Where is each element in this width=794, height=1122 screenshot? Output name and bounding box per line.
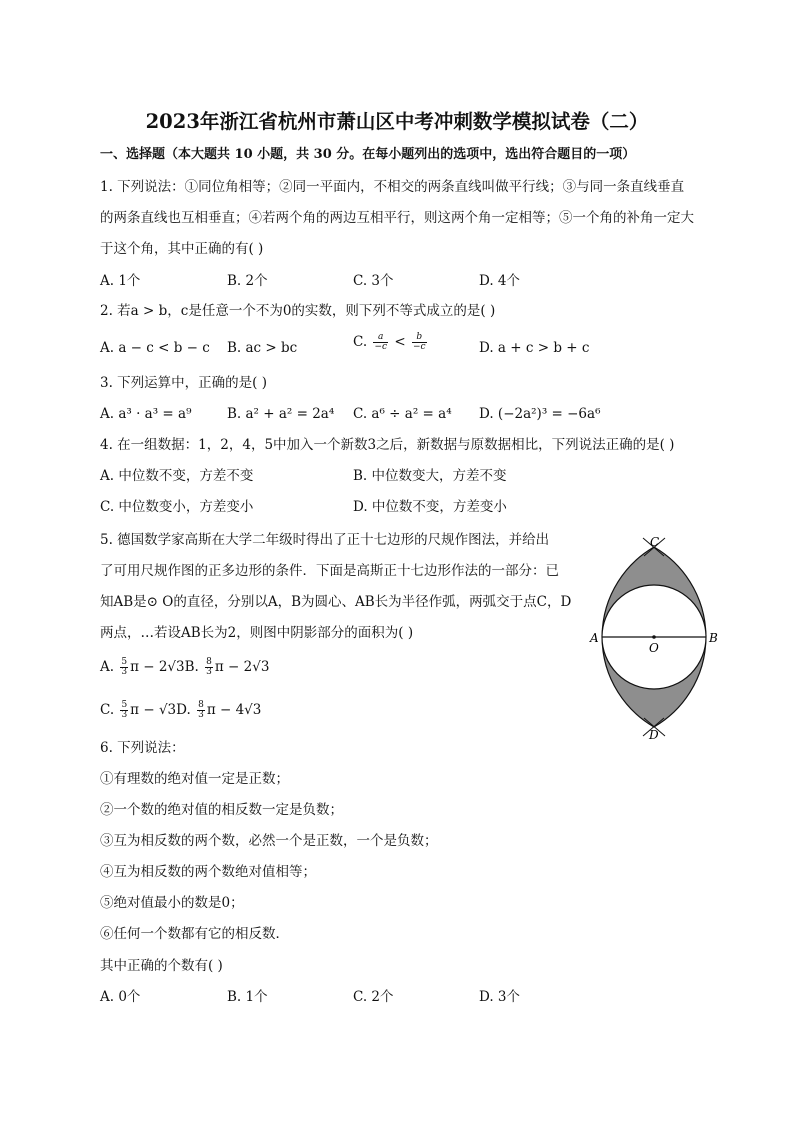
label-o: O [649, 641, 659, 655]
q2-option-c-frac-1: $\frac{a}{-c}$ [374, 332, 388, 352]
q5-option-c-rest: π − √3 [130, 702, 177, 718]
q6-option-d: D. 3个 [479, 989, 521, 1005]
q6-item-1: ①有理数的绝对值一定是正数； [100, 771, 289, 787]
q6-item-5: ⑤绝对值最小的数是0； [100, 895, 244, 911]
q6-option-c: C. 2个 [353, 989, 394, 1005]
q6-item-2: ②一个数的绝对值的相反数一定是负数； [100, 802, 343, 818]
q5-line-1: 5. 德国数学家高斯在大学二年级时得出了正十七边形的尺规作图法，并给出 [100, 532, 550, 548]
q6-item-6: ⑥任何一个数都有它的相反数． [100, 926, 289, 942]
q6-item-4: ④互为相反数的两个数绝对值相等； [100, 864, 316, 880]
q2-option-c-operator: < [394, 334, 406, 350]
q1-option-d: D. 4个 [479, 273, 521, 289]
q5-option-d-frac: $\frac{8}{3}$ [198, 700, 204, 720]
section-heading: 一、选择题（本大题共 10 小题，共 30 分。在每小题列出的选项中，选出符合题目的一项） [100, 147, 636, 162]
q5-option-c-label: C. [100, 702, 115, 718]
q5-option-a-frac: $\frac{5}{3}$ [121, 657, 128, 677]
q2-option-b: B. ac > bc [227, 340, 298, 356]
q4-option-b: B. 中位数变大，方差不变 [353, 468, 507, 484]
q5-option-b-label: B. [184, 659, 199, 675]
q5-option-d-rest: π − 4√3 [206, 702, 262, 718]
q3-option-d: D. (−2a²)³ = −6a⁶ [479, 406, 601, 422]
q5-option-d-label: D. [176, 702, 191, 718]
q3-option-a: A. a³ · a³ = a⁹ [100, 406, 192, 422]
q6-item-3: ③互为相反数的两个数，必然一个是正数，一个是负数； [100, 833, 438, 849]
q5-geometry-figure [588, 530, 724, 744]
center-point-o [652, 635, 656, 639]
q5-line-3: 知AB是⊙ O的直径，分别以A，B为圆心、AB长为半径作弧，两弧交于点C，D [100, 594, 572, 610]
q2-option-c-frac-2: $\frac{b}{-c}$ [412, 332, 426, 352]
exam-title: 2023年浙江省杭州市萧山区中考冲刺数学模拟试卷（二） [145, 110, 649, 133]
q1-line-3: 于这个角，其中正确的有( ) [100, 241, 264, 257]
q5-line-4: 两点，…若设AB长为2，则图中阴影部分的面积为( ) [100, 625, 414, 641]
q4-option-c: C. 中位数变小，方差变小 [100, 499, 254, 515]
q2-option-c [353, 333, 429, 352]
q5-options-ab [100, 658, 269, 677]
q5-option-a-label: A. [100, 659, 115, 675]
label-a: A [590, 631, 599, 645]
q4-option-a: A. 中位数不变，方差不变 [100, 468, 254, 484]
q6-option-b: B. 1个 [227, 989, 268, 1005]
q2-option-d: D. a + c > b + c [479, 340, 590, 356]
label-c: C [650, 535, 660, 549]
q2-option-a: A. a − c < b − c [100, 340, 210, 356]
q1-option-b: B. 2个 [227, 273, 268, 289]
q5-option-c-frac: $\frac{5}{3}$ [121, 700, 128, 720]
q1-line-1: 1. 下列说法：①同位角相等；②同一平面内，不相交的两条直线叫做平行线；③与同一条直线垂直 [100, 179, 685, 195]
label-d: D [649, 728, 659, 742]
q1-line-2: 的两条直线也互相垂直；④若两个角的两边互相平行，则这两个角一定相等；⑤一个角的补角一定大 [100, 210, 694, 226]
q1-option-c: C. 3个 [353, 273, 394, 289]
q3-stem: 3. 下列运算中，正确的是( ) [100, 375, 267, 391]
q5-options-cd [100, 701, 261, 720]
q6-option-a: A. 0个 [100, 989, 141, 1005]
q4-stem: 4. 在一组数据：1，2，4，5中加入一个新数3之后，新数据与原数据相比，下列说法正确的是( ) [100, 437, 675, 453]
q4-option-d: D. 中位数不变，方差变小 [353, 499, 507, 515]
q3-option-b: B. a² + a² = 2a⁴ [227, 406, 335, 422]
q2-option-c-label: C. [353, 334, 368, 350]
label-b: B [709, 631, 718, 645]
q2-stem: 2. 若a > b，c是任意一个不为0的实数，则下列不等式成立的是( ) [100, 303, 496, 319]
q6-stem: 6. 下列说法： [100, 740, 185, 756]
q6-question: 其中正确的个数有( ) [100, 958, 223, 974]
q5-option-b-frac: $\frac{8}{3}$ [206, 657, 212, 677]
q5-line-2: 了可用尺规作图的正多边形的条件．下面是高斯正十七边形作法的一部分：已 [100, 563, 559, 579]
q3-option-c: C. a⁶ ÷ a² = a⁴ [353, 406, 452, 422]
q1-option-a: A. 1个 [100, 273, 141, 289]
q5-option-b-rest: π − 2√3 [214, 659, 270, 675]
q5-option-a-rest: π − 2√3 [130, 659, 185, 675]
